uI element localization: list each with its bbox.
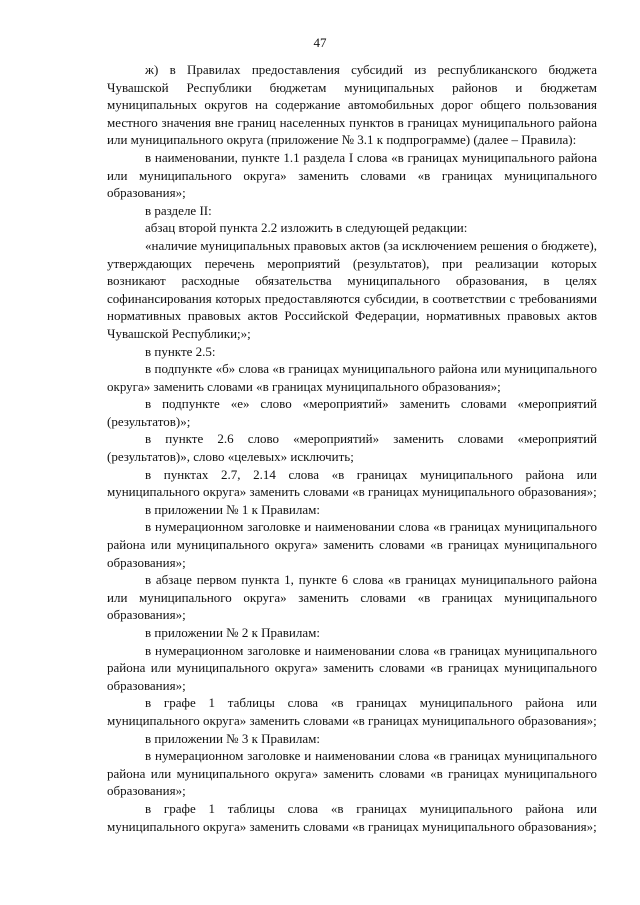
page-number: 47 — [313, 35, 327, 50]
paragraph: в пункте 2.5: — [145, 343, 216, 359]
paragraph: в абзаце первом пункта 1, пункте 6 слова «в границах муниципального района или муниципального округа» заменить словами «в границах муниципального образования»; — [107, 572, 597, 623]
paragraph: в нумерационном заголовке и наименовании слова «в границах муниципального района или муниципального округа» заменить словами «в границах муниципального образования»; — [107, 642, 597, 693]
paragraph: в подпункте «е» слово «мероприятий» заменить словами «мероприятий (результатов)»; — [107, 396, 597, 429]
paragraph: «наличие муниципальных правовых актов (за исключением решения о бюджете), утверждающих перечень мероприятий (результатов), при реализации которых возникают расходные обязательства муниципального образования, в целях софинансирования которых предоставляются субсидии, в соответствии с требованиями нормативных правовых актов Российской Федерации, нормативных правовых актов Чувашской Республики;»; — [107, 237, 597, 341]
paragraph: в подпункте «б» слова «в границах муниципального района или муниципального округа» заменить словами «в границах муниципального образования»; — [107, 361, 597, 394]
paragraph: в пункте 2.6 слово «мероприятий» заменить словами «мероприятий (результатов)», слово «целевых» исключить; — [107, 431, 597, 465]
paragraph: в графе 1 таблицы слова «в границах муниципального района или муниципального округа» заменить словами «в границах муниципального образования»; — [107, 695, 597, 728]
paragraph: в приложении № 2 к Правилам: — [145, 625, 320, 640]
paragraph: абзац второй пункта 2.2 изложить в следующей редакции: — [145, 220, 468, 236]
paragraph: в приложении № 3 к Правилам: — [145, 730, 320, 746]
paragraph: в приложении № 1 к Правилам: — [145, 501, 320, 517]
paragraph: в пунктах 2.7, 2.14 слова «в границах муниципального района или муниципального округа» заменить словами «в границах муниципального образования»; — [107, 466, 597, 500]
paragraph: в нумерационном заголовке и наименовании слова «в границах муниципального района или муниципального округа» заменить словами «в границах муниципального образования»; — [107, 748, 597, 799]
paragraph: ж) в Правилах предоставления субсидий из республиканского бюджета Чувашской Республики бюджетам муниципальных районов и бюджетам муниципальных округов на содержание автомобильных дорог общего пользования местного значения вне границ населенных пунктов в границах муниципального района или муниципального округа (приложение № 3.1 к подпрограмме) (далее – Правила): — [107, 62, 597, 148]
paragraph: в графе 1 таблицы слова «в границах муниципального района или муниципального округа» заменить словами «в границах муниципального образования»; — [107, 800, 597, 834]
paragraph: в нумерационном заголовке и наименовании слова «в границах муниципального района или муниципального округа» заменить словами «в границах муниципального образования»; — [107, 519, 597, 570]
document-body — [107, 61, 597, 835]
paragraph: в наименовании, пункте 1.1 раздела I слова «в границах муниципального района или муниципального округа» заменить словами «в границах муниципального образования»; — [107, 149, 597, 201]
paragraph: в разделе II: — [145, 202, 212, 218]
